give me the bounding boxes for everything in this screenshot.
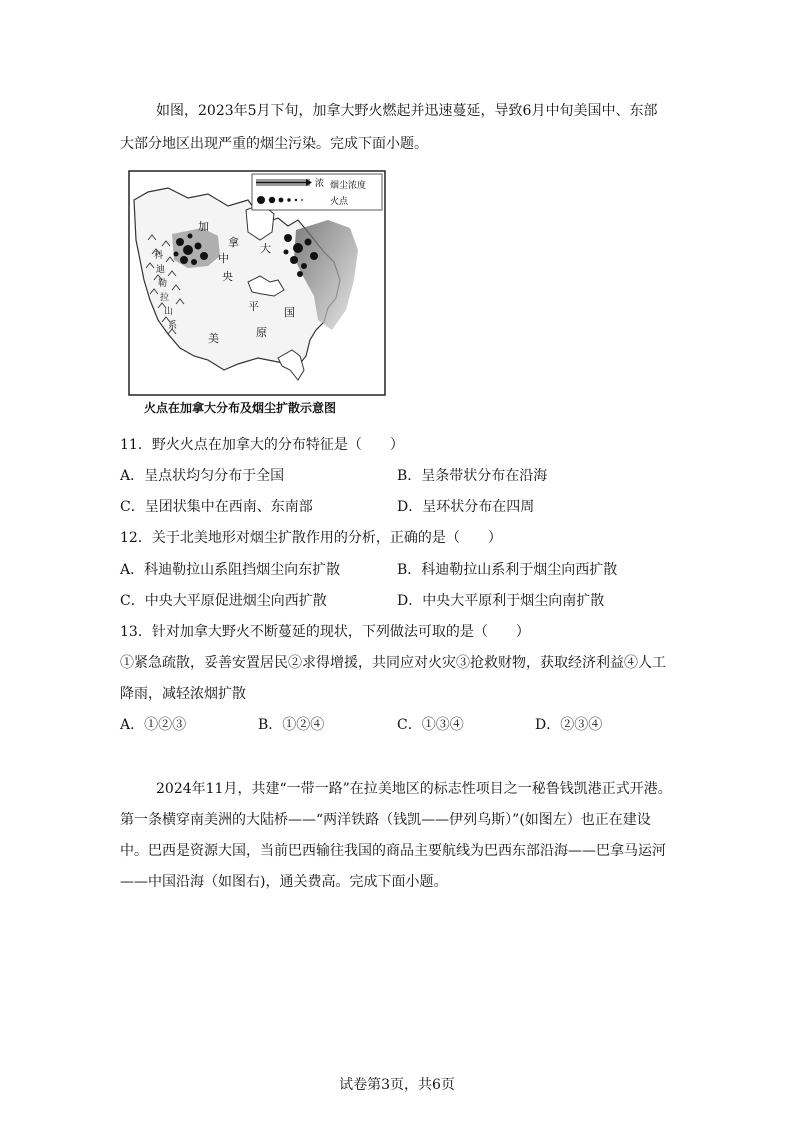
q13-option-d[interactable]: D．②③④ (535, 717, 603, 733)
q11-option-c[interactable]: C．呈团状集中在西南、东南部 (120, 499, 313, 515)
label-mei: 美 (208, 332, 219, 345)
map-legend (252, 174, 382, 210)
canada-wildfire-map (128, 170, 386, 416)
q13-body-line1: ①紧急疏散，妥善安置居民②求得增援，共同应对火灾③抢救财物，获取经济利益④人工 (120, 655, 666, 671)
q13-option-a[interactable]: A．①②③ (120, 717, 187, 733)
label-yuan: 原 (256, 326, 267, 339)
q12-option-c[interactable]: C．中央大平原促进烟尘向西扩散 (120, 593, 327, 609)
label-da: 大 (260, 242, 271, 255)
page-footer: 试卷第3页，共6页 (339, 1077, 455, 1093)
label-na: 拿 (228, 236, 239, 249)
map-caption: 火点在加拿大分布及烟尘扩散示意图 (144, 401, 337, 415)
label-di: 迪 (156, 265, 166, 275)
intro2-line2: 第一条横穿南美洲的大陆桥——“两洋铁路（钱凯——伊列乌斯）”(如图左）也正在建设 (120, 812, 651, 828)
q12-option-a[interactable]: A．科迪勒拉山系阻挡烟尘向东扩散 (120, 562, 341, 578)
q11-stem: 11．野火火点在加拿大的分布特征是（ ） (120, 437, 404, 453)
legend-thick: 浓 (315, 179, 325, 189)
q13-stem: 13．针对加拿大野火不断蔓延的现状，下列做法可取的是（ ） (120, 624, 530, 640)
label-ke: 科 (154, 251, 164, 261)
label-ping: 平 (248, 300, 259, 313)
intro2-line4: ——中国沿海（如图右)，通关费高。完成下面小题。 (120, 874, 448, 890)
legend-fire: 火点 (330, 197, 349, 207)
intro1-line2: 大部分地区出现严重的烟尘污染。完成下面小题。 (120, 136, 428, 152)
q13-option-b[interactable]: B．①②④ (258, 717, 325, 733)
q11-option-a[interactable]: A．呈点状均匀分布于全国 (120, 468, 285, 484)
label-le: 勒 (158, 279, 168, 289)
label-jia: 加 (198, 220, 209, 233)
q12-option-b[interactable]: B．科迪勒拉山系利于烟尘向西扩散 (397, 562, 618, 578)
legend-concentration: 烟尘浓度 (330, 181, 367, 191)
q13-body-line2: 降雨，减轻浓烟扩散 (120, 686, 246, 702)
label-zhong: 中 (218, 252, 229, 265)
q12-stem: 12．关于北美地形对烟尘扩散作用的分析，正确的是（ ） (120, 530, 502, 546)
label-xi: 系 (168, 321, 178, 331)
label-la: 拉 (160, 293, 170, 303)
label-guo: 国 (284, 306, 295, 319)
q13-option-c[interactable]: C．①③④ (397, 717, 464, 733)
q11-option-b[interactable]: B．呈条带状分布在沿海 (397, 468, 548, 484)
intro2-line3: 中。巴西是资源大国，当前巴西输往我国的商品主要航线为巴西东部沿海——巴拿马运河 (120, 843, 666, 859)
intro1-line1: 如图，2023年5月下旬，加拿大野火燃起并迅速蔓延，导致6月中旬美国中、东部 (156, 103, 658, 119)
q11-option-d[interactable]: D．呈环状分布在四周 (397, 499, 535, 515)
label-shan: 山 (164, 307, 174, 317)
q12-option-d[interactable]: D．中央大平原利于烟尘向南扩散 (397, 593, 605, 609)
label-yang: 央 (222, 270, 233, 283)
intro2-line1: 2024年11月，共建“一带一路”在拉美地区的标志性项目之一秘鲁钱凯港正式开港。 (156, 781, 672, 797)
